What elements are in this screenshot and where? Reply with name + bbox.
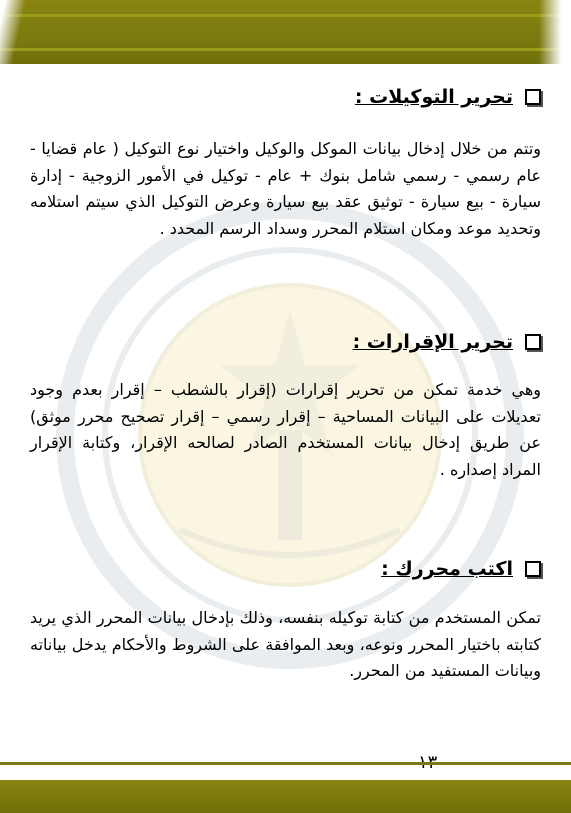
section-heading-write-your-document — [381, 558, 541, 580]
heading-text: تحرير الإقرارات : — [352, 331, 513, 353]
footer-line — [0, 762, 571, 765]
header-stripe — [0, 48, 571, 51]
paragraph-text: تمكن المستخدم من كتابة توكيله بنفسه، وذلك بإدخال بيانات المحرر الذي يريد كتابته باختيار المحرر ونوعه، وبعد الموافقة على الشروط والأحكام يدخل بياناته وبيانات المستفيد من المحرر. — [30, 608, 541, 680]
heading-text: اكتب محررك : — [381, 558, 513, 580]
section-heading-powers-of-attorney — [355, 86, 541, 108]
paragraph-text: وهي خدمة تمكن من تحرير إقرارات (إقرار بالشطب – إقرار بعدم وجود تعديلات على البيانات المساحية – إقرار رسمي – إقرار تصحيح محرر موثق) عن طريق إدخال بيانات المستخدم الصادر لصالحه الإقرار، وكتابة الإقرار المراد إصداره . — [30, 380, 541, 479]
header-band — [0, 0, 571, 64]
footer-band — [0, 780, 571, 813]
section-body-declarations — [30, 377, 541, 483]
section-heading-declarations — [353, 331, 541, 353]
checkbox-bullet-icon — [525, 334, 541, 350]
section-body-write-your-document — [30, 605, 541, 685]
section-body-powers-of-attorney — [30, 136, 541, 242]
checkbox-bullet-icon — [525, 89, 541, 105]
checkbox-bullet-icon — [525, 561, 541, 577]
paragraph-text: وتتم من خلال إدخال بيانات الموكل والوكيل واختيار نوع التوكيل ( عام قضايا - عام رسمي - رسمي شامل بنوك + عام - توكيل في الأمور الزوجية - إدارة سيارة - بيع سيارة - توثيق عقد بيع سيارة وعرض التوكيل الذي سيتم استلامه وتحديد موعد ومكان استلام المحرر وسداد الرسم المحدد . — [30, 139, 541, 238]
header-stripe — [0, 14, 571, 17]
header-corner — [539, 0, 571, 64]
heading-text: تحرير التوكيلات : — [354, 86, 513, 108]
